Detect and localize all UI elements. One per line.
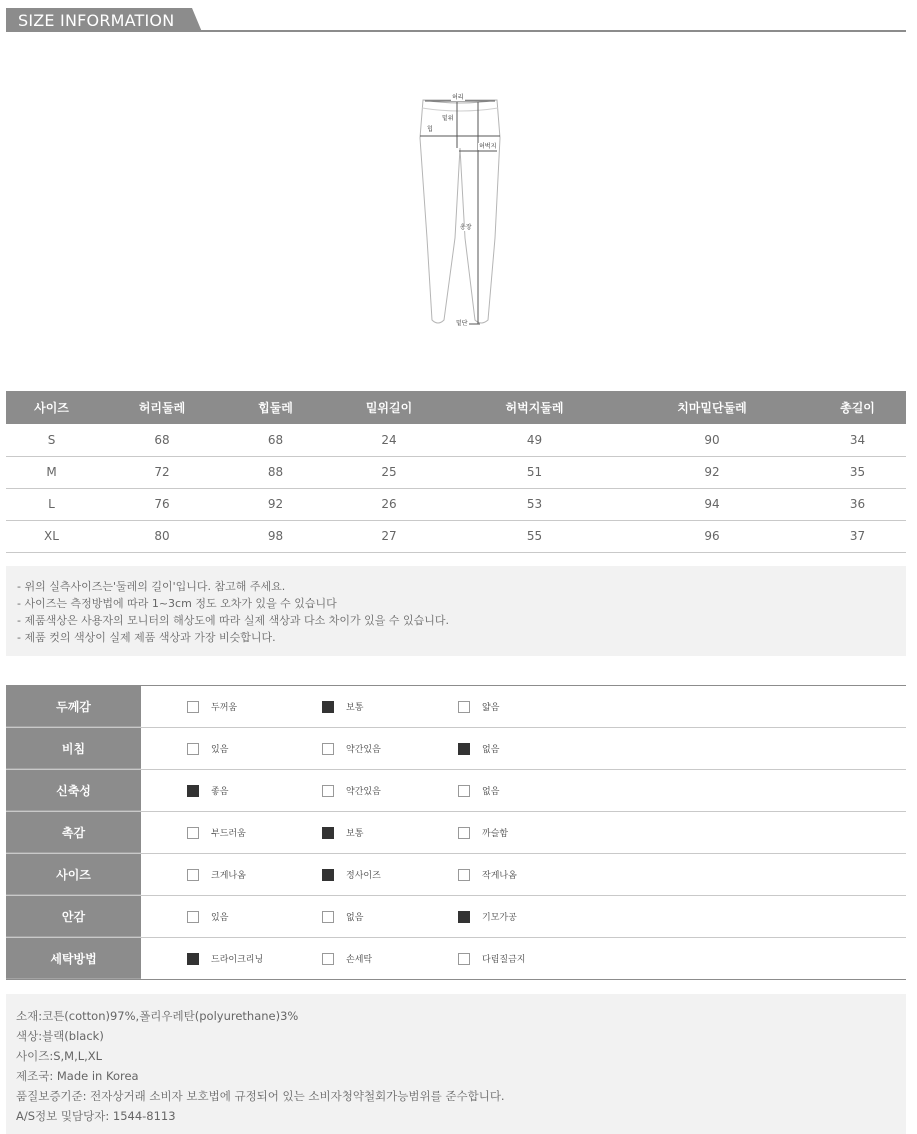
attribute-options xyxy=(141,896,906,937)
pants-outline-icon xyxy=(405,88,515,333)
attributes-table xyxy=(6,685,906,980)
label-rise: 밑위 xyxy=(442,115,454,122)
note-line: - 위의 실측사이즈는'둘레의 길이'입니다. 참고해 주세요. xyxy=(17,580,286,593)
cell: 27 xyxy=(324,520,454,552)
info-origin: 제조국: Made in Korea xyxy=(16,1069,139,1083)
checked-box-icon xyxy=(458,743,470,755)
option-label: 다림질금지 xyxy=(482,955,526,965)
cell: 68 xyxy=(227,424,324,456)
option-label: 있음 xyxy=(211,913,229,923)
attribute-option xyxy=(458,742,499,755)
cell: 72 xyxy=(97,456,227,488)
attribute-option xyxy=(458,952,525,965)
unchecked-box-icon xyxy=(458,785,470,797)
cell: 37 xyxy=(809,520,906,552)
attribute-row xyxy=(6,686,906,728)
attribute-row xyxy=(6,854,906,896)
attribute-option xyxy=(322,700,363,713)
attribute-option xyxy=(458,910,517,923)
attribute-options xyxy=(141,770,906,811)
option-label: 부드러움 xyxy=(211,829,246,839)
table-row xyxy=(6,520,906,552)
attribute-option xyxy=(187,826,246,839)
info-as-contact: A/S정보 및담당자: 1544-8113 xyxy=(16,1109,176,1123)
checked-box-icon xyxy=(322,869,334,881)
header-size: 사이즈 xyxy=(6,391,97,424)
cell: 92 xyxy=(615,456,809,488)
cell: 88 xyxy=(227,456,324,488)
cell: 34 xyxy=(809,424,906,456)
cell: 90 xyxy=(615,424,809,456)
option-label: 보통 xyxy=(346,703,364,713)
option-label: 손세탁 xyxy=(346,955,373,965)
cell: 76 xyxy=(97,488,227,520)
cell: 26 xyxy=(324,488,454,520)
header-waist: 허리둘레 xyxy=(97,391,227,424)
cell: XL xyxy=(6,520,97,552)
attribute-options xyxy=(141,938,906,979)
unchecked-box-icon xyxy=(458,953,470,965)
cell: 51 xyxy=(454,456,615,488)
cell: 25 xyxy=(324,456,454,488)
unchecked-box-icon xyxy=(322,785,334,797)
option-label: 있음 xyxy=(211,745,229,755)
attribute-option xyxy=(187,700,237,713)
notes-box xyxy=(6,566,906,656)
attribute-label: 사이즈 xyxy=(6,854,141,895)
checked-box-icon xyxy=(322,827,334,839)
unchecked-box-icon xyxy=(187,701,199,713)
unchecked-box-icon xyxy=(322,911,334,923)
unchecked-box-icon xyxy=(187,743,199,755)
attribute-label: 비침 xyxy=(6,728,141,769)
info-sizes: 사이즈:S,M,L,XL xyxy=(16,1049,103,1063)
size-table-header xyxy=(6,391,906,424)
attribute-option xyxy=(322,952,372,965)
attribute-option xyxy=(458,868,517,881)
attribute-option xyxy=(187,784,228,797)
option-label: 기모가공 xyxy=(482,913,517,923)
attribute-row xyxy=(6,770,906,812)
attribute-options xyxy=(141,854,906,895)
attribute-options xyxy=(141,686,906,727)
cell: 49 xyxy=(454,424,615,456)
option-label: 보통 xyxy=(346,829,364,839)
option-label: 까슬함 xyxy=(482,829,509,839)
attribute-label: 안감 xyxy=(6,896,141,937)
option-label: 없음 xyxy=(482,745,500,755)
option-label: 좋음 xyxy=(211,787,229,797)
header-hem: 치마밑단둘레 xyxy=(615,391,809,424)
option-label: 약간있음 xyxy=(346,787,381,797)
unchecked-box-icon xyxy=(187,827,199,839)
table-row xyxy=(6,488,906,520)
label-thigh: 허벅지 xyxy=(479,143,497,150)
table-row xyxy=(6,456,906,488)
option-label: 없음 xyxy=(346,913,364,923)
unchecked-box-icon xyxy=(322,953,334,965)
checked-box-icon xyxy=(187,785,199,797)
attribute-option xyxy=(458,784,499,797)
section-header xyxy=(6,8,906,32)
size-table xyxy=(6,391,906,553)
note-line: - 사이즈는 측정방법에 따라 1~3cm 정도 오차가 있을 수 있습니다 xyxy=(17,597,337,610)
attribute-option xyxy=(187,742,228,755)
unchecked-box-icon xyxy=(458,827,470,839)
header-hip: 힙둘레 xyxy=(227,391,324,424)
attribute-option xyxy=(458,700,499,713)
pants-diagram xyxy=(405,88,515,333)
attribute-option xyxy=(187,910,228,923)
cell: 55 xyxy=(454,520,615,552)
label-waist: 허리 xyxy=(452,94,464,101)
attribute-label: 세탁방법 xyxy=(6,938,141,979)
cell: 36 xyxy=(809,488,906,520)
attribute-label: 촉감 xyxy=(6,812,141,853)
table-row xyxy=(6,424,906,456)
cell: 98 xyxy=(227,520,324,552)
info-material: 소재:코튼(cotton)97%,폴리우레탄(polyurethane)3% xyxy=(16,1009,299,1023)
attribute-option xyxy=(187,952,263,965)
header-length: 총길이 xyxy=(809,391,906,424)
option-label: 드라이크리닝 xyxy=(211,955,264,965)
cell: 53 xyxy=(454,488,615,520)
option-label: 크게나옴 xyxy=(211,871,246,881)
attribute-options xyxy=(141,812,906,853)
cell: 68 xyxy=(97,424,227,456)
attribute-option xyxy=(322,784,381,797)
attribute-row xyxy=(6,728,906,770)
checked-box-icon xyxy=(458,911,470,923)
attribute-row xyxy=(6,812,906,854)
attribute-row xyxy=(6,896,906,938)
option-label: 작게나옴 xyxy=(482,871,517,881)
attribute-label: 두께감 xyxy=(6,686,141,727)
unchecked-box-icon xyxy=(187,869,199,881)
note-line: - 제품 컷의 색상이 실제 제품 색상과 가장 비슷합니다. xyxy=(17,631,276,644)
unchecked-box-icon xyxy=(322,743,334,755)
attribute-option xyxy=(322,868,381,881)
cell: 94 xyxy=(615,488,809,520)
attribute-options xyxy=(141,728,906,769)
cell: L xyxy=(6,488,97,520)
option-label: 두꺼움 xyxy=(211,703,238,713)
cell: 96 xyxy=(615,520,809,552)
unchecked-box-icon xyxy=(458,869,470,881)
cell: S xyxy=(6,424,97,456)
option-label: 얇음 xyxy=(482,703,500,713)
attribute-option xyxy=(322,826,363,839)
option-label: 정사이즈 xyxy=(346,871,381,881)
header-thigh: 허벅지둘레 xyxy=(454,391,615,424)
attribute-row xyxy=(6,938,906,980)
info-color: 색상:블랙(black) xyxy=(16,1029,104,1043)
header-rise: 밑위길이 xyxy=(324,391,454,424)
label-length: 총장 xyxy=(460,224,472,231)
unchecked-box-icon xyxy=(458,701,470,713)
attribute-option xyxy=(458,826,508,839)
product-info-box xyxy=(6,994,906,1134)
attribute-option xyxy=(322,910,363,923)
label-hip: 힙 xyxy=(427,126,433,133)
info-warranty: 품질보증기준: 전자상거래 소비자 보호법에 규정되어 있는 소비자청약철회가능범위를 준수합니다. xyxy=(16,1089,505,1103)
attribute-option xyxy=(322,742,381,755)
attribute-option xyxy=(187,868,246,881)
cell: 92 xyxy=(227,488,324,520)
label-hem: 밑단 xyxy=(456,320,468,327)
cell: 24 xyxy=(324,424,454,456)
option-label: 없음 xyxy=(482,787,500,797)
cell: M xyxy=(6,456,97,488)
checked-box-icon xyxy=(187,953,199,965)
note-line: - 제품색상은 사용자의 모니터의 해상도에 따라 실제 색상과 다소 차이가 있을 수 있습니다. xyxy=(17,614,449,627)
unchecked-box-icon xyxy=(187,911,199,923)
section-title: SIZE INFORMATION xyxy=(18,11,175,30)
cell: 80 xyxy=(97,520,227,552)
attribute-label: 신축성 xyxy=(6,770,141,811)
checked-box-icon xyxy=(322,701,334,713)
option-label: 약간있음 xyxy=(346,745,381,755)
cell: 35 xyxy=(809,456,906,488)
